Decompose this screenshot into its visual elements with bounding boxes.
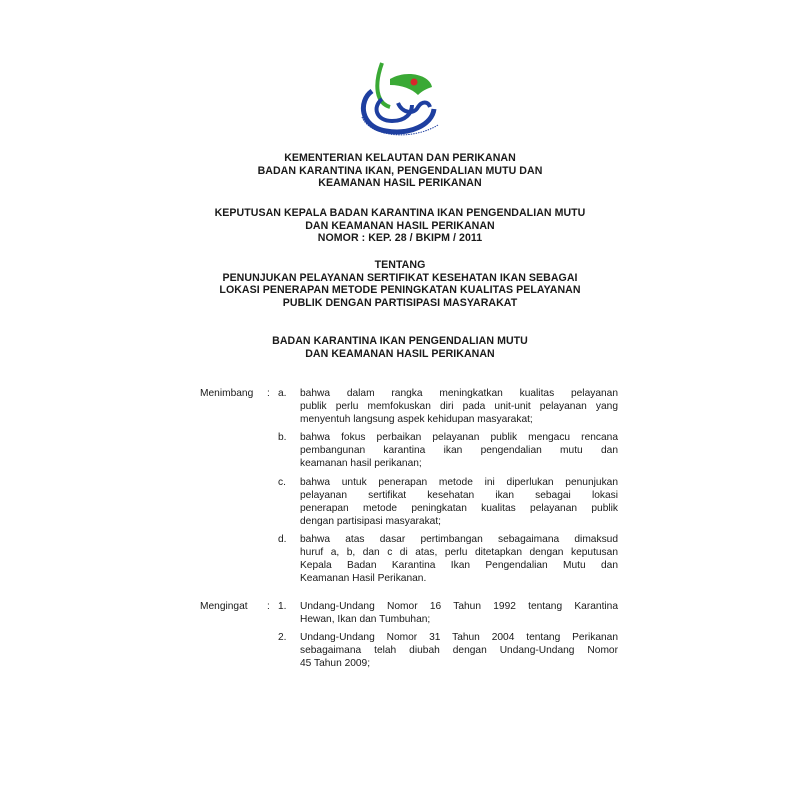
item-marker: d. [278, 534, 287, 545]
heading-line: KEPUTUSAN KEPALA BADAN KARANTINA IKAN PENGENDALIAN MUTU [214, 207, 586, 219]
item-line: menyentuh langsung aspek kehidupan masyarakat; [300, 414, 533, 425]
item-marker: 2. [278, 632, 287, 643]
item-line: bahwa fokus perbaikan pelayanan publik mengacu rencana [300, 432, 618, 443]
item-line: bahwa dalam rangka meningkatkan kualitas pelayanan [300, 388, 618, 399]
heading-line: BADAN KARANTINA IKAN, PENGENDALIAN MUTU DAN [257, 164, 543, 177]
item-line: bahwa atas dasar pertimbangan sebagaimana dimaksud [300, 534, 618, 545]
heading-line: DAN KEAMANAN HASIL PERIKANAN [305, 219, 495, 232]
heading-line: KEAMANAN HASIL PERIKANAN [318, 177, 482, 190]
heading-line: BADAN KARANTINA IKAN PENGENDALIAN MUTU [272, 335, 528, 347]
item-line: publik perlu memfokuskan diri pada unit-unit pelayanan yang [300, 401, 618, 412]
decree-heading [150, 207, 650, 245]
colon: : [267, 601, 270, 612]
item-line: pelayanan sertifikat kesehatan ikan sebagai lokasi [300, 490, 618, 501]
item-marker: 1. [278, 601, 287, 612]
heading-line: PENUNJUKAN PELAYANAN SERTIFIKAT KESEHATAN IKAN SEBAGAI [222, 271, 578, 284]
item-line: penerapan metode peningkatan kualitas pelayanan publik [300, 503, 618, 514]
item-line: Keamanan Hasil Perikanan. [300, 573, 427, 584]
item-line: Hewan, Ikan dan Tumbuhan; [300, 614, 431, 625]
heading-line: PUBLIK DENGAN PARTISIPASI MASYARAKAT [282, 296, 518, 309]
section-label: Menimbang [200, 388, 254, 399]
item-line: dengan partisipasi masyarakat; [300, 516, 442, 527]
kkp-logo-icon [352, 55, 448, 141]
item-marker: c. [278, 477, 286, 488]
section-label: Mengingat [200, 601, 248, 612]
decree-number: NOMOR : KEP. 28 / BKIPM / 2011 [317, 232, 483, 245]
item-marker: b. [278, 432, 287, 443]
colon: : [267, 388, 270, 399]
institution-heading [150, 152, 650, 190]
item-line: keamanan hasil perikanan; [300, 458, 422, 469]
item-marker: a. [278, 388, 287, 399]
item-line: huruf a, b, dan c di atas, perlu ditetapkan dengan keputusan [300, 547, 618, 558]
authority-heading [150, 335, 650, 360]
item-line: pembangunan karantina ikan pengendalian mutu dan [300, 445, 618, 456]
item-line: Kepala Badan Karantina Ikan Pengendalian Mutu dan [300, 560, 618, 571]
item-line: Undang-Undang Nomor 31 Tahun 2004 tentang Perikanan [300, 632, 618, 643]
heading-line: KEMENTERIAN KELAUTAN DAN PERIKANAN [284, 152, 516, 164]
item-line: 45 Tahun 2009; [300, 658, 371, 669]
item-line: Undang-Undang Nomor 16 Tahun 1992 tentang Karantina [300, 601, 618, 612]
heading-line: DAN KEAMANAN HASIL PERIKANAN [305, 347, 495, 360]
heading-line: LOKASI PENERAPAN METODE PENINGKATAN KUALITAS PELAYANAN [219, 284, 581, 297]
item-line: bahwa untuk penerapan metode ini diperlukan penunjukan [300, 477, 618, 488]
heading-line: TENTANG [374, 259, 426, 271]
subject-heading [150, 259, 650, 309]
item-line: sebagaimana telah diubah dengan Undang-Undang Nomor [300, 645, 618, 656]
